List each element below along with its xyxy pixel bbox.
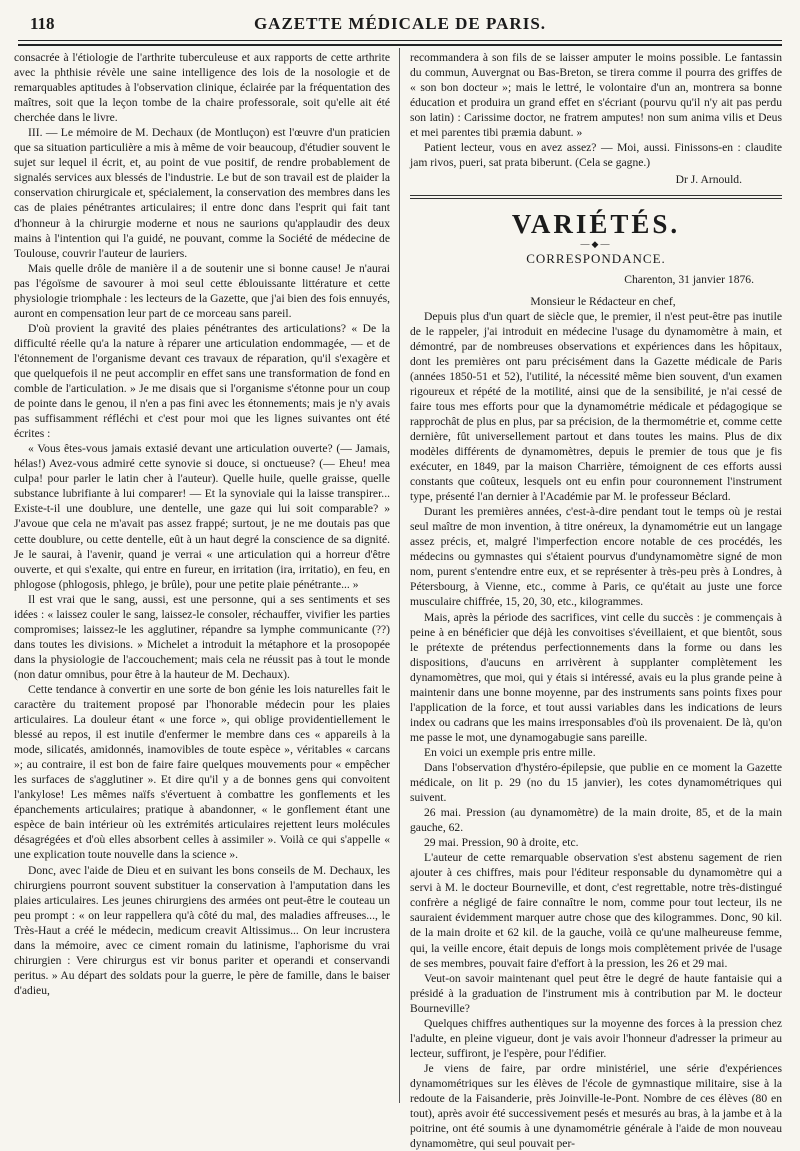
paragraph: En voici un exemple pris entre mille. (424, 745, 596, 759)
section-subtitle: CORRESPONDANCE. (526, 251, 666, 267)
left-column (14, 50, 390, 998)
paragraph: Patient lecteur, vous en avez assez? — Moi, aussi. Finissons-en : claudite jam rivos, pueri, sat prata biberunt. (Cela se gagne.) (410, 141, 782, 170)
letter-dateline: Charenton, 31 janvier 1876. (624, 273, 754, 287)
header-rule (18, 40, 782, 41)
right-column (410, 50, 782, 1151)
paragraph: 26 mai. Pression (au dynamomètre) de la main droite, 85, et de la main gauche, 62. (410, 806, 782, 835)
paragraph: Je viens de faire, par ordre ministériel, une série d'expériences dynamométriques sur les élèves de l'école de gymnastique militaire, sise à la redoute de la Faisanderie, près Joinville-le-Pont. Nombre de ces élèves (80 en tout), après avoir été successivement pesés et mesurés au bras, à la jambe et à la poitrine, ont été soumis à une dynamométrie générale à l'aide de mon nouveau dynamomètre, qui seul pouvait per- (410, 1061, 782, 1151)
paragraph: recommandera à son fils de se laisser amputer le moins possible. Le fantassin du commun, Auvergnat ou Bas-Breton, se tirera comme il pourra des griffes de « son bon docteur »; mais le lettré, le volontaire d'un an, montrera sa bonne éducation et produira un grand effet en s'écriant (pourvu qu'il n'y ait pas perdu son latin) : Carissime doctor, ne fratrem amputes! non sum anima vilis et Deus et mei parentes tibi præmia dabunt. » (410, 51, 782, 140)
column-divider (399, 48, 400, 1103)
header-rule-thick (18, 44, 782, 46)
paragraph: Il est vrai que le sang, aussi, est une personne, qui a ses sentiments et ses idées : « laissez couler le sang, laissez-le consoler, réchauffer, vivifier les parties compromises; laissez-le les agglutiner, répandre sa lymphe communicante (??) dans toutes les divisions. » Michelet a introduit la métaphore et la prosopopée dans la physiologie de l'accouchement; mais cela ne réussit pas à tout le monde (non datur omnibus, pour être à la hauteur de M. Dechaux). (14, 592, 390, 681)
author-signature: Dr J. Arnould. (675, 173, 742, 187)
page-number: 118 (30, 14, 55, 33)
page-header (30, 14, 770, 38)
paragraph: « Vous êtes-vous jamais extasié devant une articulation ouverte? (— Jamais, hélas!) Avez-vous admiré cette synovie si douce, si onctueuse? (— Eheu! mea culpa! pour parler le latin cher à l'auteur). Quelle huile, quelle graisse, quelle substance lubrifiante à lui comparer! — Et la synoviale qui la laisse transpirer... Existe-t-il une doublure, une dentelle, une gaze qui lui soit comparable? » J'avoue que cela ne m'avait pas assez frappé; surtout, je ne me doutais pas que cette doublure, ou cette dentelle, eût à un haut degré la conscience de sa dignité. Je le saurai, à l'avenir, quand je verrai « une articulation qui a horreur d'être ouverte, et qui s'exalte, qui entre en fureur, en irritation (ira, irritatio), en feu, en phlogose (phlogosis, phlego, je brûle), pour une petite plaie pénétrante... » (14, 442, 390, 591)
paragraph: D'où provient la gravité des plaies pénétrantes des articulations? « De la difficulté réelle qu'a la nature à réparer une articulation endommagée, — et de l'étonnement de l'organisme devant ces travaux de réparation, qu'il s'exagère et que quelquefois il ne peut accomplir en effet sans une transformation de fond en comble de l'articulation. » Je me disais que si l'organisme s'étonne pour un coup de pointe dans le genou, il n'en a pas fini avec les étonnements; mais je n'y avais pas suffisamment réfléchi et c'est pour moi que les lignes suivantes ont été écrites : (14, 321, 390, 441)
paragraph: Veut-on savoir maintenant quel peut être le degré de haute fantaisie qui a présidé à la graduation de l'instrument mis à contribution par M. le docteur Bourneville? (410, 971, 782, 1015)
running-title: GAZETTE MÉDICALE DE PARIS. (253, 14, 547, 33)
letter-salutation: Monsieur le Rédacteur en chef, (530, 294, 676, 308)
paragraph: Mais, après la période des sacrifices, vint celle du succès : je commençais à peine à en bénéficier que déjà les convoitises s'éveillaient, et que bientôt, sous le prétexte de prétendus perfectionnements dans la forme ou dans les dispositions, d'aucuns en arrivèrent à supplanter complètement les dynamomètres, que moi, qui y étais si intéressé, avais eu la plus grande peine à maintenir dans une bonne moyenne, par des instruments sans points fixes pour l'application de la force, et tout aussi variables dans les indications de leurs index ou cadrans que les mains irresponsables d'où ils provenaient. De là, qu'on me passe le mot, une dynamogabugie sans pareille. (410, 610, 782, 744)
paragraph: Mais quelle drôle de manière il a de soutenir une si bonne cause! Je n'aurai pas l'égoïsme de savourer à moi seul cette éblouissante littérature et cette physiologie triomphale : les lecteurs de la Gazette, que j'ai bien des fois ennuyés, auront en compensation leur part de ce morceau sans pareil. (14, 261, 390, 320)
section-title: VARIÉTÉS. (511, 209, 681, 240)
paragraph: Cette tendance à convertir en une sorte de bon génie les lois naturelles fait le caractère du traitement proposé par l'honorable médecin pour les plaies articulaires. La douleur étant « une force », qui oblige providentiellement le blessé au repos, il est inutile d'enfermer le membre dans ces « appareils à la mode, silicatés, amidonnés, inamovibles de toute espèce », véritables « carcans »; au contraire, il est bon de faire faire quelques mouvements pour « empêcher les surfaces de s'agglutiner ». Et dire qu'il y a de bonnes gens qui convoitent l'ankylose! Les mêmes naïfs s'évertuent à combattre les gonflements et les épanchements articulaires; pratique à abandonner, « le gonflement étant une espèce de bain intérieur où les extrémités articulaires rejettent leurs molécules désagrégées et d'où elles absorbent celles à assimiler ». Voilà ce qui s'appelle « une explication toute nouvelle dans la science ». (14, 682, 390, 862)
paragraph: Dans l'observation d'hystéro-épilepsie, que publie en ce moment la Gazette médicale, on lit p. 29 (no du 15 janvier), les cotes dynamométriques qui suivent. (410, 760, 782, 805)
section-rule (410, 195, 782, 199)
paragraph: 29 mai. Pression, 90 à droite, etc. (424, 836, 579, 850)
paragraph: Depuis plus d'un quart de siècle que, le premier, il n'est peut-être pas inutile de le rappeler, j'ai introduit en médecine l'usage du dynamomètre à main, et démontré, par de nombreuses observations et expériences dans les hôpitaux, dont les premières ont paru précisément dans la Gazette médicale de Paris (années 1850-51 et 52), l'utilité, la nécessité même bien souvent, d'un examen rigoureux et répété de la motilité, ainsi que de la sensibilité, je n'ai cessé de faire tous mes efforts pour que la dynamométrie médicale et pédagogique se rapprochât de plus en plus, par sa précision, de la thermométrie et, comme cette dernière, fût universellement partout et dans toutes les mains. Plus de dix modèles différents de dynamomètres, depuis le premier de tous que je fis exécuter, en 1849, par la maison Charrière, témoignent de ces efforts aussi constants que coûteux, lesquels ont eu enfin pour couronnement l'instrument type, présenté l'an dernier à l'Académie par M. le professeur Béclard. (410, 309, 782, 504)
ornament-divider: —◆— (580, 239, 612, 250)
paragraph: Durant les premières années, c'est-à-dire pendant tout le temps où je restai seul maître de mon invention, à titre onéreux, la dynamométrie eut un langage assez précis, et, malgré l'imperfection encore notable de ces procédés, les médecins ou gymnastes qui s'étaient pourvus d'undynamomètre signé de mon nom, purent s'entendre entre eux, et se représenter à très-peu près à Londres, à Pétersbourg, à Vienne, etc., comme à Paris, ce qu'était au juste une force musculaire chiffrée, 15, 20, 30, etc., kilogrammes. (410, 505, 782, 609)
paragraph: Quelques chiffres authentiques sur la moyenne des forces à la pression chez l'adulte, en pleine vigueur, dont je vais avoir l'honneur d'adresser la primeur au lecteur, suffiront, je l'espère, pour l'édifier. (410, 1016, 782, 1060)
paragraph: L'auteur de cette remarquable observation s'est abstenu sagement de rien ajouter à ces chiffres, mais pour l'éditeur responsable du dynamomètre qui a servi à M. le docteur Bourneville, et dont, c'est regrettable, notre très-distingué confrère a négligé de faire connaître le nom, comme pour tout lecteur, ils ne sauraient évidemment marquer autre chose que des kilogrammes. Donc, 90 kil. de la main droite et 62 kil. de la gauche, voilà ce qu'une malheureuse femme, qui, la veille encore, était depuis de longs mois complètement privée de l'usage de ses membres, pouvait faire d'effort à la pression, les 26 et 29 mai. (410, 851, 782, 970)
paragraph: Donc, avec l'aide de Dieu et en suivant les bons conseils de M. Dechaux, les chirurgiens pourront souvent substituer la conservation à l'amputation dans les plaies articulaires. Les jeunes chirurgiens des armées ont peut-être le couteau un peu prompt : « on leur rappellera qu'à côté du mal, des maladies affreuses..., le Très-Haut a créé le médecin, medicum creavit Altissimus... On leur incrustera dans la mémoire, avec ce ciment romain du latinisme, l'aphorisme du vrai chirurgien : Vere chirurgus est vir bonus pariter et operandi et conservandi peritus. » Au départ des soldats pour la guerre, le père de famille, dans le baiser d'adieu, (14, 863, 390, 997)
paragraph: III. — Le mémoire de M. Dechaux (de Montluçon) est l'œuvre d'un praticien que sa situation particulière a mis à même de voir beaucoup, d'étudier souvent le sujet sur lequel il écrit, et, au point de vue positif, de rendre probablement de signalés services aux blessés de l'industrie. Le but de son travail est de plaider la conservation chirurgicale et, spécialement, la conservation des membres dans les cas de plaies pénétrantes articulaires; il entre donc dans l'esprit qui fait tant d'honneur à la chirurgie moderne et nous ne saurions qu'applaudir des deux mains à l'intention qui l'a guidé, ne pouvant, comme la Société de médecine de Toulouse, couvrir l'auteur de lauriers. (14, 126, 390, 260)
paragraph: consacrée à l'étiologie de l'arthrite tuberculeuse et aux rapports de cette arthrite avec la phthisie révèle une saine intelligence des lois de la nosologie et de remarquables aptitudes à l'observation clinique, éclairée par la fréquentation des maîtres, soit que la leçon tombe de la chaire professorale, soit qu'elle ait été cherchée dans le livre. (14, 51, 390, 125)
